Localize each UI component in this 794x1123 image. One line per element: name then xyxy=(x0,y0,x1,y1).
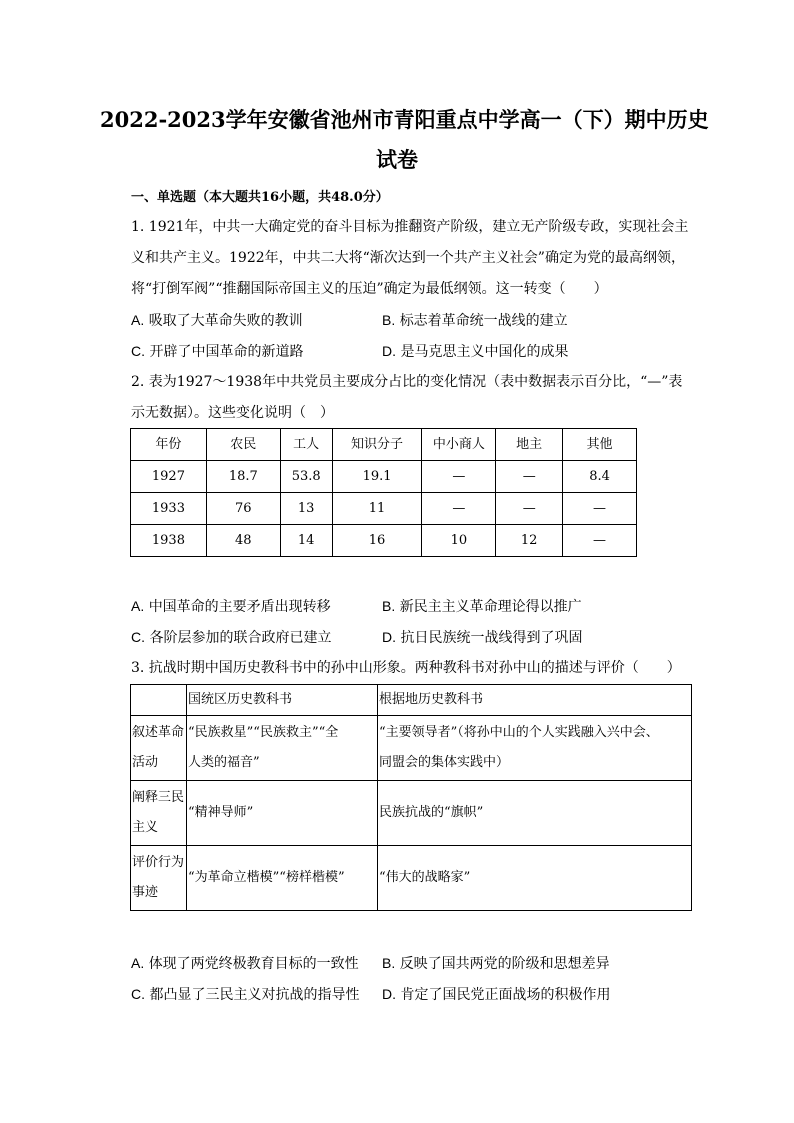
table-cell: 13 xyxy=(280,493,332,525)
option-text: 反映了国共两党的阶级和思想差异 xyxy=(399,956,610,972)
table-cell: — xyxy=(496,493,563,525)
option-text: 开辟了中国革命的新道路 xyxy=(149,344,304,360)
option-letter: C. xyxy=(131,986,145,1002)
table-cell: 1938 xyxy=(131,525,207,557)
q2-stem-line-2: 示无数据）。这些变化说明（ ） xyxy=(131,405,334,421)
option-letter: B. xyxy=(382,955,396,971)
option-letter: B. xyxy=(382,312,396,328)
option-text: 抗日民族统一战线得到了巩固 xyxy=(400,630,583,646)
option-text: 是马克思主义中国化的成果 xyxy=(400,344,569,360)
table-cell xyxy=(187,716,378,781)
table-cell xyxy=(378,846,692,911)
q1-option-a[interactable] xyxy=(131,310,303,331)
table-cell: 1933 xyxy=(131,493,207,525)
cell-line: 同盟会的集体实践中） xyxy=(379,755,510,770)
q2-stem-line-1: 2. 表为1927～1938年中共党员主要成分占比的变化情况（表中数据表示百分比，“—”表 xyxy=(131,374,683,390)
row-label-cell xyxy=(131,846,187,911)
table-header-cell: 根据地历史教科书 xyxy=(378,685,692,716)
table-cell xyxy=(187,846,378,911)
table-header-cell: 中小商人 xyxy=(422,429,496,461)
option-letter: A. xyxy=(131,598,145,614)
row-label-line: 阐释三民 xyxy=(132,790,185,805)
table-cell: 48 xyxy=(206,525,280,557)
row-label-line: 活动 xyxy=(132,755,159,770)
q2-option-b[interactable] xyxy=(382,596,582,617)
page-title-line-2: 试卷 xyxy=(376,147,418,172)
q1-stem-line-1: 1. 1921年，中共一大确定党的奋斗目标为推翻资产阶级，建立无产阶级专政，实现社会主 xyxy=(131,219,689,235)
page-title-line-1: 2022-2023学年安徽省池州市青阳重点中学高一（下）期中历史 xyxy=(100,107,709,132)
table-header-cell: 知识分子 xyxy=(332,429,422,461)
option-text: 肯定了国民党正面战场的积极作用 xyxy=(400,987,611,1003)
table-row xyxy=(131,846,692,911)
q1-stem-line-2: 义和共产主义。1922年，中共二大将“渐次达到一个共产主义社会”确定为党的最高纲领， xyxy=(131,250,685,266)
option-text: 中国革命的主要矛盾出现转移 xyxy=(148,599,331,615)
table-row xyxy=(131,525,637,557)
table-cell: 19.1 xyxy=(332,461,422,493)
table-cell xyxy=(378,781,692,846)
cell-line: 民族抗战的“旗帜” xyxy=(379,805,484,820)
option-text: 吸取了大革命失败的教训 xyxy=(148,313,303,329)
row-label-line: 评价行为 xyxy=(132,855,185,870)
option-text: 各阶层参加的联合政府已建立 xyxy=(149,630,332,646)
table-header-cell: 地主 xyxy=(496,429,563,461)
cell-line: “民族救星”“民族救主”“全 xyxy=(188,725,339,740)
table-header-cell: 工人 xyxy=(280,429,332,461)
table-header-cell xyxy=(131,685,187,716)
table-cell: — xyxy=(563,525,637,557)
option-text: 标志着革命统一战线的建立 xyxy=(399,313,568,329)
option-letter: D. xyxy=(382,629,396,645)
q3-option-d[interactable] xyxy=(382,984,610,1005)
table-cell: 76 xyxy=(206,493,280,525)
q1-stem-line-3: 将“打倒军阀”“推翻国际帝国主义的压迫”确定为最低纲领。这一转变（ ） xyxy=(131,281,608,297)
option-letter: D. xyxy=(382,343,396,359)
row-label-cell xyxy=(131,716,187,781)
q2-data-table xyxy=(130,428,637,557)
table-row xyxy=(131,781,692,846)
table-cell: 16 xyxy=(332,525,422,557)
table-cell xyxy=(187,781,378,846)
q3-option-b[interactable] xyxy=(382,953,610,974)
table-cell: 8.4 xyxy=(563,461,637,493)
cell-line: “主要领导者”（将孙中山的个人实践融入兴中会、 xyxy=(379,725,659,740)
table-cell: — xyxy=(422,493,496,525)
q2-option-d[interactable] xyxy=(382,627,582,648)
cell-line: “为革命立楷模”“榜样楷模” xyxy=(188,870,345,885)
table-cell: — xyxy=(563,493,637,525)
table-row xyxy=(131,716,692,781)
table-row xyxy=(131,493,637,525)
table-header-cell: 年份 xyxy=(131,429,207,461)
cell-line: “伟大的战略家” xyxy=(379,870,471,885)
table-cell: 10 xyxy=(422,525,496,557)
table-header-cell: 农民 xyxy=(206,429,280,461)
row-label-line: 事迹 xyxy=(132,885,159,900)
option-letter: A. xyxy=(131,955,145,971)
option-letter: B. xyxy=(382,598,396,614)
option-letter: A. xyxy=(131,312,145,328)
table-row xyxy=(131,461,637,493)
q2-option-a[interactable] xyxy=(131,596,331,617)
option-letter: C. xyxy=(131,629,145,645)
table-header-cell: 其他 xyxy=(563,429,637,461)
table-header-row xyxy=(131,685,692,716)
cell-line: “精神导师” xyxy=(188,805,254,820)
row-label-cell xyxy=(131,781,187,846)
table-cell: 11 xyxy=(332,493,422,525)
table-header-row xyxy=(131,429,637,461)
table-cell: 53.8 xyxy=(280,461,332,493)
option-text: 新民主主义革命理论得以推广 xyxy=(399,599,582,615)
row-label-line: 叙述革命 xyxy=(132,725,185,740)
option-letter: D. xyxy=(382,986,396,1002)
section-heading: 一、单选题（本大题共16小题，共48.0分） xyxy=(131,190,389,205)
table-cell: 12 xyxy=(496,525,563,557)
q1-option-d[interactable] xyxy=(382,341,568,362)
table-header-cell: 国统区历史教科书 xyxy=(187,685,378,716)
table-cell: — xyxy=(422,461,496,493)
cell-line: 人类的福音” xyxy=(188,755,260,770)
option-letter: C. xyxy=(131,343,145,359)
q3-stem-line-1: 3. 抗战时期中国历史教科书中的孙中山形象。两种教科书对孙中山的描述与评价（ ） xyxy=(131,660,681,676)
table-cell xyxy=(378,716,692,781)
q1-option-b[interactable] xyxy=(382,310,568,331)
q2-option-c[interactable] xyxy=(131,627,331,648)
q3-comparison-table xyxy=(130,684,692,911)
table-cell: 14 xyxy=(280,525,332,557)
option-text: 体现了两党终极教育目标的一致性 xyxy=(148,956,359,972)
q3-option-c[interactable] xyxy=(131,984,359,1005)
row-label-line: 主义 xyxy=(132,820,159,835)
table-cell: — xyxy=(496,461,563,493)
q1-option-c[interactable] xyxy=(131,341,303,362)
q3-option-a[interactable] xyxy=(131,953,359,974)
option-text: 都凸显了三民主义对抗战的指导性 xyxy=(149,987,360,1003)
table-cell: 18.7 xyxy=(206,461,280,493)
table-cell: 1927 xyxy=(131,461,207,493)
